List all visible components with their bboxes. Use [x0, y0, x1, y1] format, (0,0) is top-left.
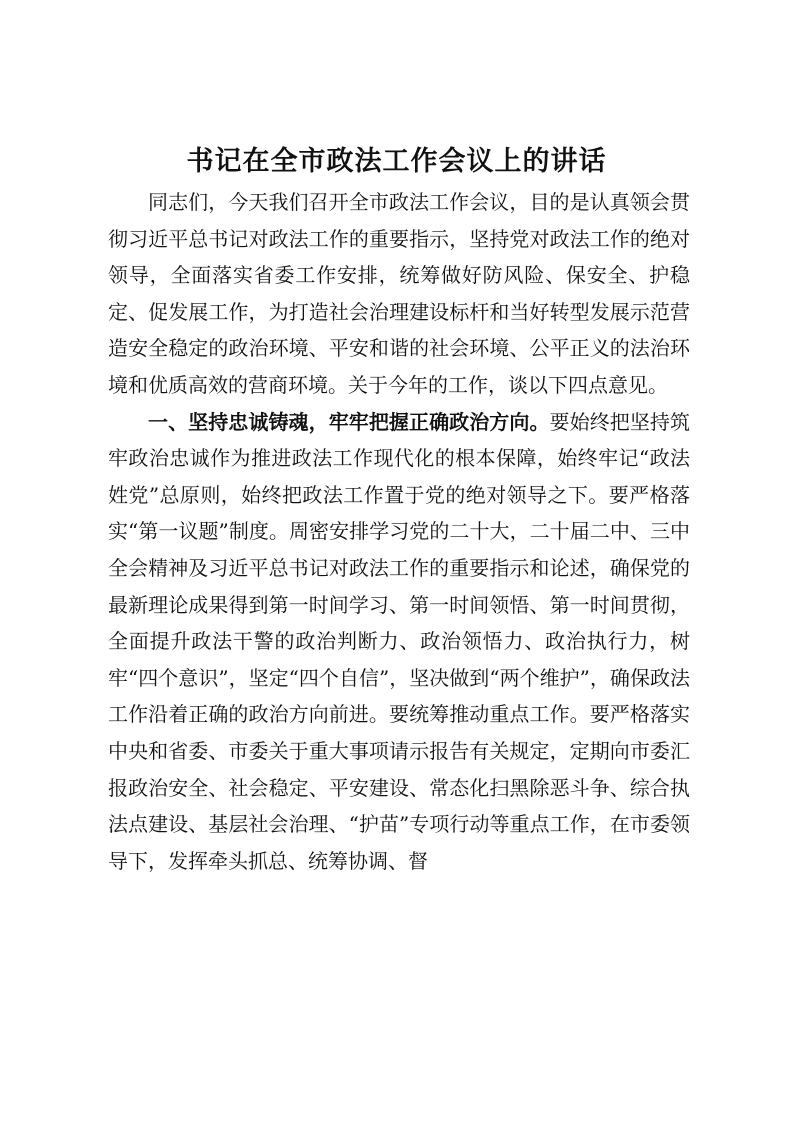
document-body	[108, 184, 690, 879]
document-title: 书记在全市政法工作会议上的讲话	[186, 146, 607, 177]
section-one-body: 要始终把坚持筑牢政治忠诚作为推进政法工作现代化的根本保障，始终牢记“政法姓党”总原则，始终把政法工作置于党的绝对领导之下。要严格落实“第一议题”制度。周密安排学习党的二十大，二十届二中、三中全会精神及习近平总书记对政法工作的重要指示和论述，确保党的最新理论成果得到第一时间学习、第一时间领悟、第一时间贯彻，全面提升政法干警的政治判断力、政治领悟力、政治执行力，树牢“四个意识”，坚定“四个自信”，坚决做到“两个维护”，确保政法工作沿着正确的政治方向前进。要统筹推动重点工作。要严格落实中央和省委、市委关于重大事项请示报告有关规定，定期向市委汇报政治安全、社会稳定、平安建设、常态化扫黑除恶斗争、综合执法点建设、基层社会治理、“护苗”专项行动等重点工作，在市委领导下，发挥牵头抓总、统筹协调、督	[108, 409, 691, 873]
section-one-paragraph	[108, 404, 690, 880]
section-one-heading: 一、坚持忠诚铸魂，牢牢把握正确政治方向。	[148, 409, 550, 434]
opening-paragraph: 同志们，今天我们召开全市政法工作会议，目的是认真领会贯彻习近平总书记对政法工作的重要指示，坚持党对政法工作的绝对领导，全面落实省委工作安排，统筹做好防风险、保安全、护稳定、促发展工作，为打造社会治理建设标杆和当好转型发展示范营造安全稳定的政治环境、平安和谐的社会环境、公平正义的法治环境和优质高效的营商环境。关于今年的工作，谈以下四点意见。	[108, 190, 690, 397]
